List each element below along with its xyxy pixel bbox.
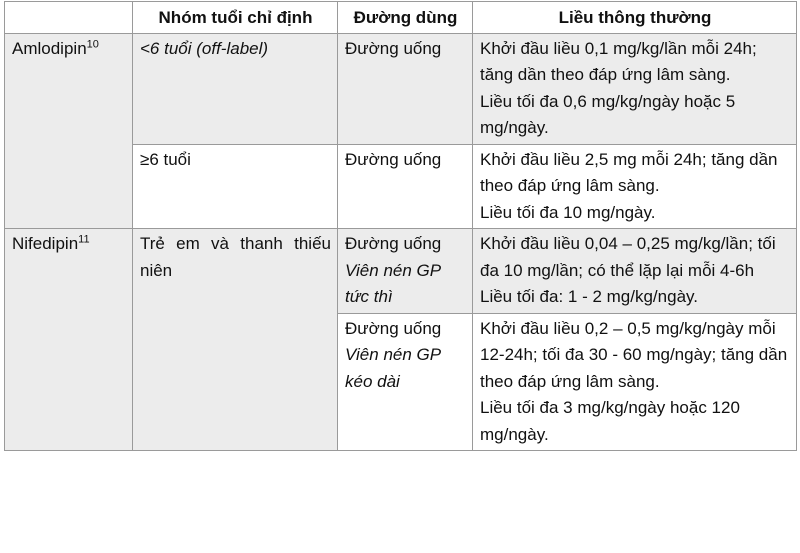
header-age-group: Nhóm tuổi chỉ định (133, 2, 338, 34)
dose-start-text: Khởi đầu liều 0,1 mg/kg/lần mỗi 24h; tăng dần theo đáp ứng lâm sàng. (480, 38, 757, 84)
route-text: Đường uống (345, 318, 442, 338)
header-dose: Liều thông thường (473, 2, 797, 34)
dose-max-text: Liều tối đa 0,6 mg/kg/ngày hoặc 5 mg/ngày. (480, 91, 736, 137)
header-route: Đường dùng (338, 2, 473, 34)
drug-name-cell (5, 33, 133, 229)
dose-cell (473, 229, 797, 314)
dosage-table (4, 1, 797, 451)
route-text: Đường uống (345, 149, 442, 169)
dose-max-text: Liều tối đa: 1 - 2 mg/kg/ngày. (480, 287, 698, 306)
reference-number: 11 (78, 233, 90, 246)
dose-start-text: Khởi đầu liều 0,2 – 0,5 mg/kg/ngày mỗi 12-24h; tối đa 30 - 60 mg/ngày; tăng dần theo đáp ứng lâm sàng. (480, 318, 788, 391)
header-row (5, 2, 797, 34)
dose-cell (473, 313, 797, 451)
dose-cell (473, 144, 797, 229)
reference-number: 10 (86, 37, 99, 50)
table-row (5, 229, 797, 314)
age-group-cell: Trẻ em và thanh thiếu niên (133, 229, 338, 451)
route-cell (338, 229, 473, 314)
drug-name: Nifedipin (12, 234, 79, 253)
route-cell (338, 313, 473, 451)
route-detail-text: Viên nén GP tức thì (345, 260, 441, 306)
age-group-cell: ≥6 tuổi (133, 144, 338, 229)
route-detail-text: Viên nén GP kéo dài (345, 345, 441, 391)
dose-start-text: Khởi đầu liều 0,04 – 0,25 mg/kg/lần; tối đa 10 mg/lần; có thể lặp lại mỗi 4-6h (480, 234, 776, 280)
route-text: Đường uống (345, 38, 442, 58)
dose-cell (473, 33, 797, 144)
dose-max-text: Liều tối đa 10 mg/ngày. (480, 202, 656, 222)
drug-name-cell (5, 229, 133, 451)
route-cell (338, 33, 473, 144)
dose-start-text: Khởi đầu liều 2,5 mg mỗi 24h; tăng dần theo đáp ứng lâm sàng. (480, 149, 778, 195)
age-group-cell: <6 tuổi (off-label) (133, 33, 338, 144)
drug-name: Amlodipin (12, 38, 87, 58)
route-cell (338, 144, 473, 229)
header-empty-cell (5, 2, 133, 34)
table-row (5, 33, 797, 144)
dose-max-text: Liều tối đa 3 mg/kg/ngày hoặc 120 mg/ngày. (480, 398, 740, 444)
route-text: Đường uống (345, 234, 442, 253)
